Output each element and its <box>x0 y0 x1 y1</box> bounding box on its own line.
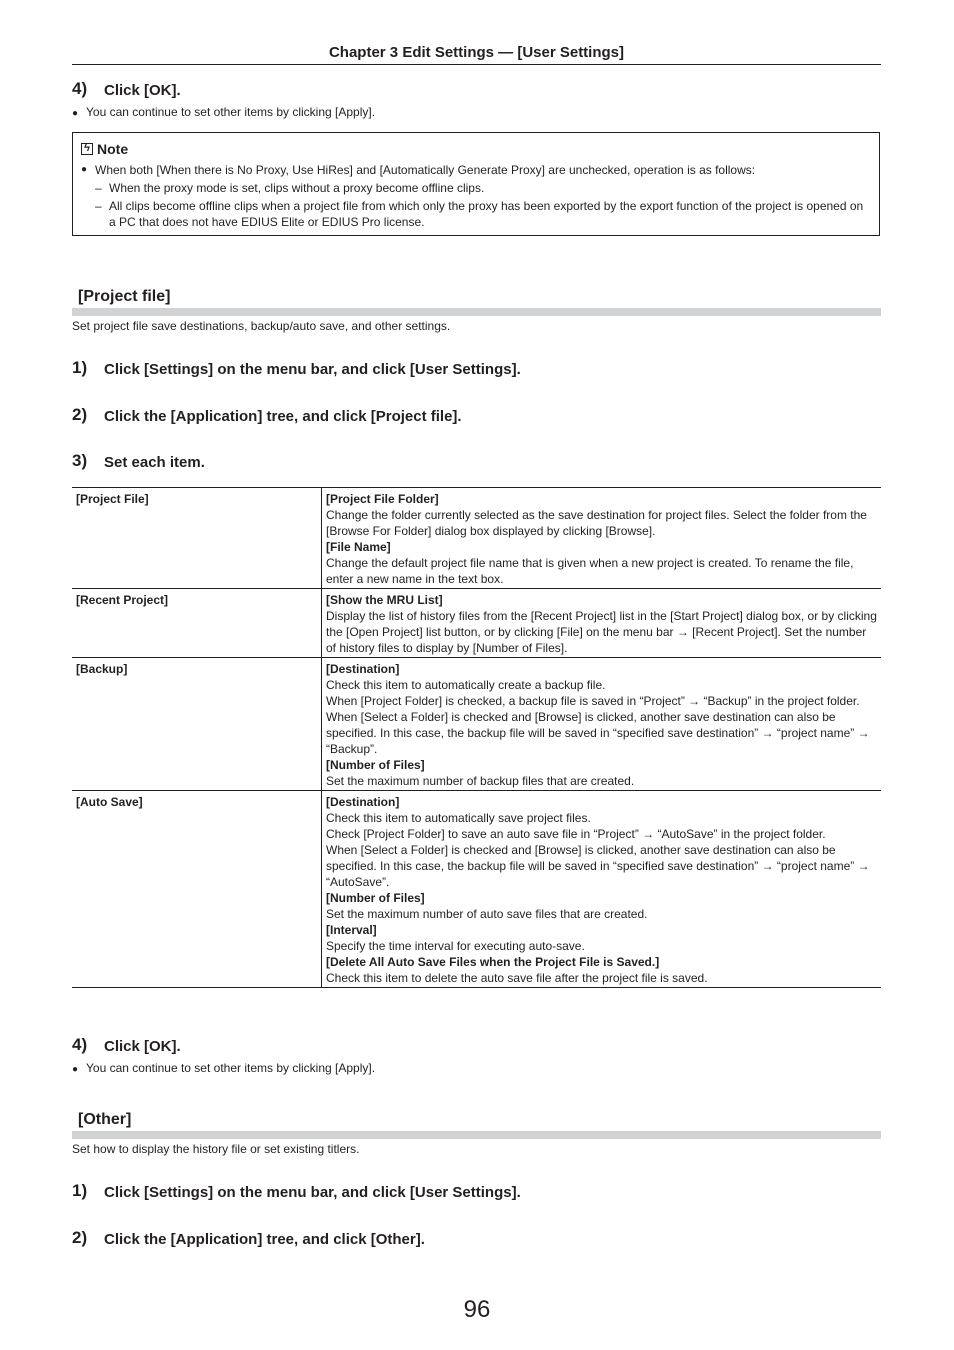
table-row <box>72 589 881 658</box>
step-4: 4) Click [OK]. <box>72 1035 181 1055</box>
setting-details: [Destination] Check this item to automatically save project files. Check [Project Folder] to save an auto save file in “Project” → “AutoSave” in the project folder. When [Select a Folder] is checked and [Browse] is clicked, another save destination can also be specified. In this case, the backup file will be saved in “specified save destination” → “project name” → “AutoSave”. [Number of Files] Set the maximum number of auto save files that are created. [Interval] Specify the time interval for executing auto-save. [Delete All Auto Save Files when the Project File is Saved.] Check this item to delete the auto save file after the project file is saved. <box>322 791 882 988</box>
setting-details: [Project File Folder] Change the folder currently selected as the save destination for project files. Select the folder from the [Browse For Folder] dialog box displayed by clicking [Browse]. [File Name] Change the default project file name that is given when a new project is created. To rename the file, enter a new name in the text box. <box>322 488 882 589</box>
note-icon: ϟ <box>81 143 93 155</box>
note-title: ϟ Note <box>81 139 871 159</box>
chapter-header: Chapter 3 Edit Settings — [User Settings] <box>72 44 881 65</box>
section-other <box>72 1111 881 1139</box>
table-row <box>72 658 881 791</box>
section-title: [Other] <box>78 1111 132 1128</box>
step-2: 2) Click the [Application] tree, and click [Other]. <box>72 1228 425 1248</box>
step-1: 1) Click [Settings] on the menu bar, and click [User Settings]. <box>72 358 521 378</box>
page-number: 96 <box>463 1296 491 1323</box>
step-3: 3) Set each item. <box>72 451 205 471</box>
section-title: [Project file] <box>78 288 171 305</box>
bullet-icon: ● <box>72 108 79 119</box>
section-description: Set project file save destinations, backup/auto save, and other settings. <box>72 319 451 333</box>
step-text: Click [OK]. <box>104 82 181 99</box>
bullet: ● You can continue to set other items by clicking [Apply]. <box>72 1060 375 1078</box>
step-4-top <box>72 79 881 104</box>
setting-name: [Recent Project] <box>72 589 322 658</box>
table-row <box>72 791 881 988</box>
step-1: 1) Click [Settings] on the menu bar, and click [User Settings]. <box>72 1181 521 1201</box>
bullet-text: You can continue to set other items by clicking [Apply]. <box>86 105 376 119</box>
step-2: 2) Click the [Application] tree, and click [Project file]. <box>72 405 462 425</box>
setting-name: [Backup] <box>72 658 322 791</box>
step-number: 4) <box>72 79 88 98</box>
setting-details: [Destination] Check this item to automatically create a backup file. When [Project Folder] is checked, a backup file is saved in “Project” → “Backup” in the project folder. When [Select a Folder] is checked and [Browse] is clicked, another save destination can also be specified. In this case, the backup file will be saved in “specified save destination” → “project name” → “Backup”. [Number of Files] Set the maximum number of backup files that are created. <box>322 658 882 791</box>
setting-name: [Project File] <box>72 488 322 589</box>
bullet-icon: ● <box>72 1064 79 1075</box>
note-box <box>72 132 880 236</box>
section-project-file <box>72 288 881 316</box>
table-row <box>72 488 881 589</box>
section-description: Set how to display the history file or set existing titlers. <box>72 1142 360 1156</box>
setting-details: [Show the MRU List] Display the list of history files from the [Recent Project] list in the [Start Project] dialog box, or by clicking the [Open Project] list button, or by clicking [File] on the menu bar → [Recent Project]. Set the number of history files to display by [Number of Files]. <box>322 589 882 658</box>
setting-name: [Auto Save] <box>72 791 322 988</box>
note-line: – When the proxy mode is set, clips without a proxy become offline clips. <box>95 181 485 195</box>
note-line: ● When both [When there is No Proxy, Use HiRes] and [Automatically Generate Proxy] are unchecked, operation is as follows: <box>81 163 756 177</box>
note-line: – All clips become offline clips when a project file from which only the proxy has been exported by the export function of the project is opened on a PC that does not have EDIUS Elite or EDIUS Pro license. <box>95 199 864 229</box>
top-bullet <box>72 104 375 122</box>
settings-table <box>72 487 881 988</box>
